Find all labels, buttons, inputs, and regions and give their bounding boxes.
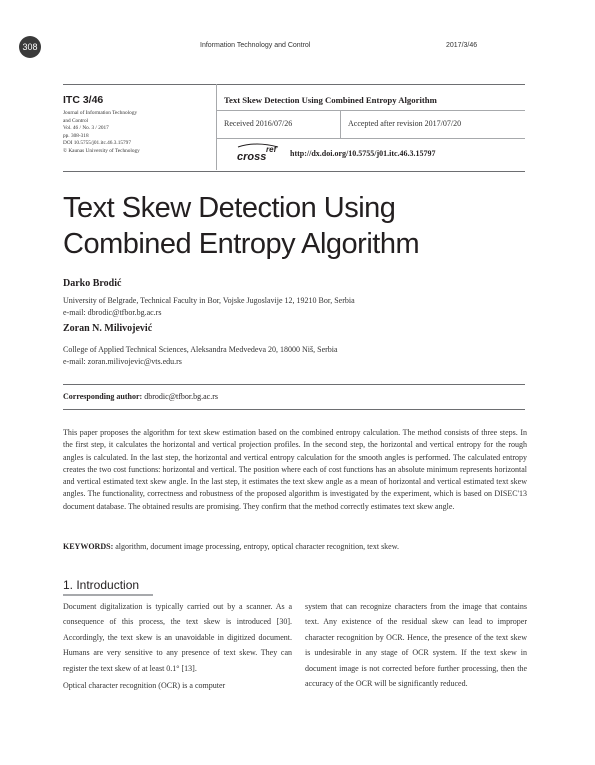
info-row-rule <box>216 138 525 139</box>
body-column-right <box>305 599 527 693</box>
keywords <box>63 541 527 553</box>
body-paragraph: Optical character recognition (OCR) is a computer <box>63 681 226 691</box>
running-header-journal: Information Technology and Control <box>200 42 311 49</box>
meta-line: pp. 308-318 <box>63 132 89 139</box>
corresponding-label: Corresponding author: <box>63 392 143 401</box>
info-box-divider <box>216 84 217 170</box>
keywords-text: algorithm, document image processing, entropy, optical character recognition, text skew. <box>115 542 399 551</box>
author-affiliation <box>63 295 533 320</box>
meta-line: DOI 10.5755/j01.itc.46.3.15797 <box>63 140 131 147</box>
affiliation-email[interactable]: e-mail: zoran.milivojevic@vts.edu.rs <box>63 357 182 367</box>
meta-line: and Control <box>63 117 89 124</box>
title-line: Text Skew Detection Using <box>63 192 396 224</box>
affiliation-address: University of Belgrade, Technical Faculty in Bor, Vojske Jugoslavije 12, 19210 Bor, Serbia <box>63 296 355 305</box>
svg-text:ref: ref <box>266 145 277 154</box>
affiliation-email[interactable]: e-mail: dbrodic@tfbor.bg.ac.rs <box>63 308 162 318</box>
running-header-issue: 2017/3/46 <box>446 42 478 49</box>
itc-issue-label: ITC 3/46 <box>63 94 104 106</box>
keywords-label: KEYWORDS: <box>63 542 114 551</box>
author-name: Zoran N. Milivojević <box>63 323 153 334</box>
section-rule <box>63 594 153 596</box>
body-paragraph: Document digitalization is typically carried out by a scanner. As a consequence of this process, the text skew is introduced [30]. Accordingly, the text skew is an unavoidable in digitized document. Humans are very sensitive to any presence of text skew. They can register the text skew of at least 0.1° [13]. <box>63 602 292 673</box>
section-heading: 1. Introduction <box>63 578 140 592</box>
crossref-logo-icon[interactable] <box>236 143 286 163</box>
info-row-rule <box>216 110 525 111</box>
svg-text:cross: cross <box>237 151 267 163</box>
meta-line: © Kaunas University of Technology <box>63 147 140 154</box>
journal-meta <box>63 110 208 156</box>
page-number: 308 <box>19 36 41 58</box>
doi-link[interactable]: http://dx.doi.org/10.5755/j01.itc.46.3.15797 <box>290 149 436 158</box>
accepted-date: Accepted after revision 2017/07/20 <box>348 119 462 128</box>
title-line: Combined Entropy Algorithm <box>63 228 420 260</box>
body-column-left <box>63 599 292 695</box>
corresponding-email[interactable]: dbrodic@tfbor.bg.ac.rs <box>144 392 218 401</box>
body-paragraph: system that can recognize characters from the image that contains text. Any existence of the residual skew can lead to improper character recognition by OCR. Hence, the presence of the text skew is undesirable in any stage of OCR system. If the text skew in document image is not corrected before further processing, then the accuracy of the OCR will be significantly reduced. <box>305 602 527 689</box>
article-title <box>63 190 533 262</box>
affiliation-address: College of Applied Technical Sciences, Aleksandra Medvedeva 20, 18000 Niš, Serbia <box>63 345 338 354</box>
author-name: Darko Brodić <box>63 278 122 289</box>
meta-line: Journal of Information Technology <box>63 110 138 116</box>
date-divider <box>340 110 341 138</box>
corresponding-author <box>63 392 218 401</box>
abstract-text: This paper proposes the algorithm for text skew estimation based on the combined entropy calculation. The method consists of three steps. In the first step, it calculates the horizontal and vertical projection profiles. In the second step, the horizontal and vertical entropy for the rough angles is calculated. In the last step, the horizontal and vertical entropy calculation for the smooth angles is performed. The calculated entropy creates the two cost functions: horizontal and vertical. The position where each of cost functions has an absolute minimum represents horizontal and vertical estimated text skew angle. In the last step, it estimates the text skew angle as a mean of horizontal and vertical estimated text skew angles. The functionality, correctness and robustness of the proposed algorithm is investigated by the experiment, which is based on DISEC'13 document database. The obtained results are promising. They confirm that the method correctly estimates text skew angle. <box>63 428 527 511</box>
author-affiliation <box>63 344 533 369</box>
meta-line: Vol. 46 / No. 3 / 2017 <box>63 125 109 132</box>
short-title: Text Skew Detection Using Combined Entropy Algorithm <box>224 95 437 105</box>
received-date: Received 2016/07/26 <box>224 119 293 128</box>
